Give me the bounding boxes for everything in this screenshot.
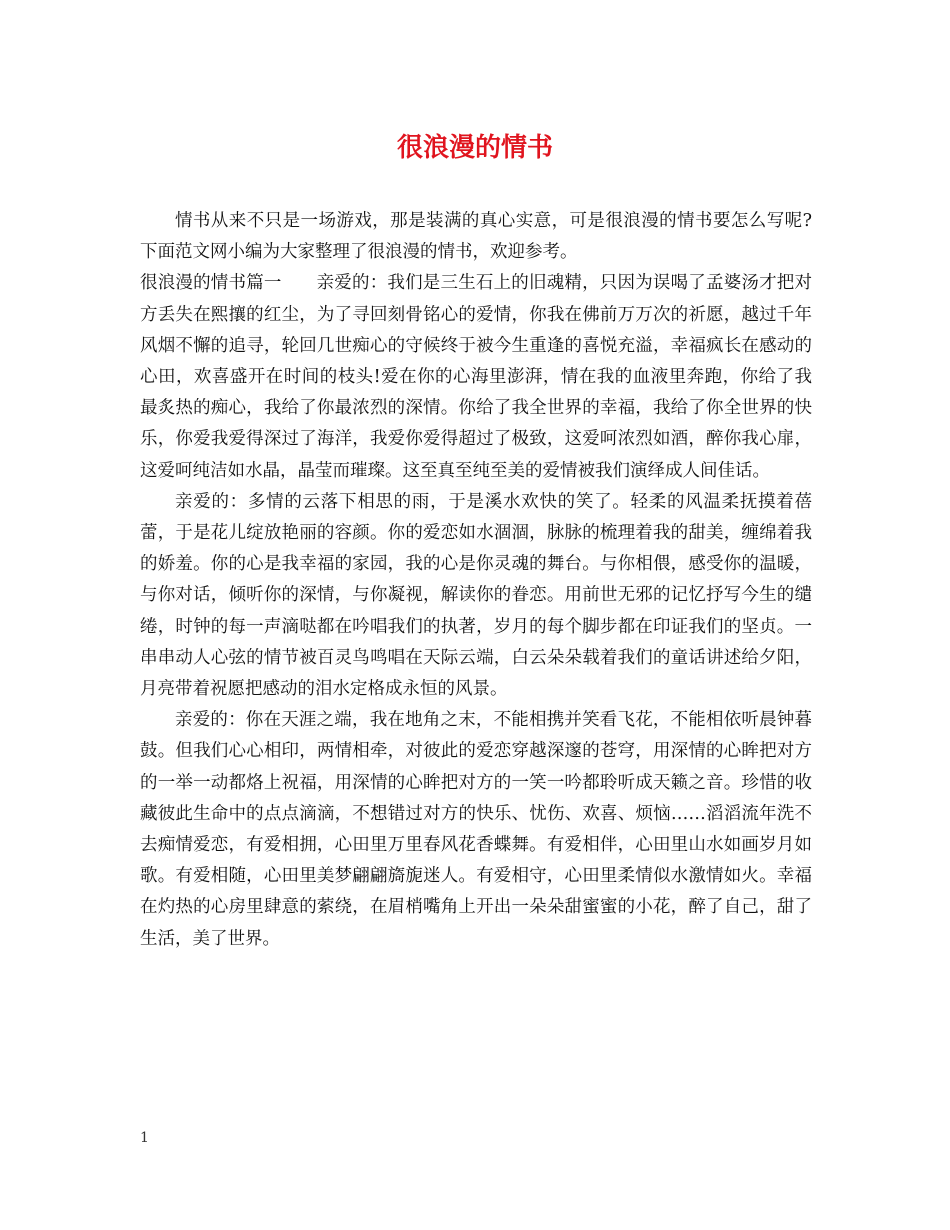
- section-one-paragraph: [140, 268, 812, 486]
- intro-paragraph: 情书从来不只是一场游戏，那是装满的真心实意，可是很浪漫的情书要怎么写呢?下面范文网小编为大家整理了很浪漫的情书，欢迎参考。: [140, 211, 812, 263]
- paragraph-3: 亲爱的：你在天涯之端，我在地角之末，不能相携并笑看飞花，不能相依听晨钟暮鼓。但我们心心相印，两情相牵，对彼此的爱恋穿越深邃的苍穹，用深情的心眸把对方的一举一动都烙上祝福，用深情的心眸把对方的一笑一吟都聆听成天籁之音。珍惜的收藏彼此生命中的点点滴滴，不想错过对方的快乐、忧伤、欢喜、烦恼……滔滔流年洗不去痴情爱恋，有爱相拥，心田里万里春风花香蝶舞。有爱相伴，心田里山水如画岁月如歌。有爱相随，心田里美梦翩翩旖旎迷人。有爱相守，心田里柔情似水激情如火。幸福在灼热的心房里肆意的萦绕，在眉梢嘴角上开出一朵朵甜蜜蜜的小花，醉了自己，甜了生活，美了世界。: [140, 710, 812, 949]
- paragraph-2: 亲爱的：多情的云落下相思的雨，于是溪水欢快的笑了。轻柔的风温柔抚摸着蓓蕾，于是花儿绽放艳丽的容颜。你的爱恋如水涸涸，脉脉的梳理着我的甜美，缠绵着我的娇羞。你的心是我幸福的家园，我的心是你灵魂的舞台。与你相偎，感受你的温暖，与你对话，倾听你的深情，与你凝视，解读你的眷恋。用前世无邪的记忆抒写今生的缱绻，时钟的每一声滴哒都在吟唱我们的执著，岁月的每个脚步都在印证我们的坚贞。一串串动人心弦的情节被百灵鸟鸣唱在天际云端，白云朵朵载着我们的童话讲述给夕阳，月亮带着祝愿把感动的泪水定格成永恒的风景。: [140, 491, 812, 700]
- section-one-text: 亲爱的：我们是三生石上的旧魂精，只因为误喝了孟婆汤才把对方丢失在熙攘的红尘，为了寻回刻骨铭心的爱情，你我在佛前万万次的祈愿，越过千年风烟不懈的追寻，轮回几世痴心的守候终于被今生重逢的喜悦充溢，幸福疯长在感动的心田，欢喜盛开在时间的枝头!爱在你的心海里澎湃，情在我的血液里奔跑，你给了我最炙热的痴心，我给了你最浓烈的深情。你给了我全世界的幸福，我给了你全世界的快乐，你爱我爱得深过了海洋，我爱你爱得超过了极致，这爱呵浓烈如酒，醉你我心扉，这爱呵纯洁如水晶，晶莹而璀璨。这至真至纯至美的爱情被我们演绎成人间佳话。: [140, 273, 813, 481]
- article-body: [140, 206, 812, 955]
- page-title: 很浪漫的情书: [396, 133, 553, 163]
- section-heading: 很浪漫的情书篇一: [140, 273, 282, 294]
- page-number: 1: [140, 1130, 149, 1146]
